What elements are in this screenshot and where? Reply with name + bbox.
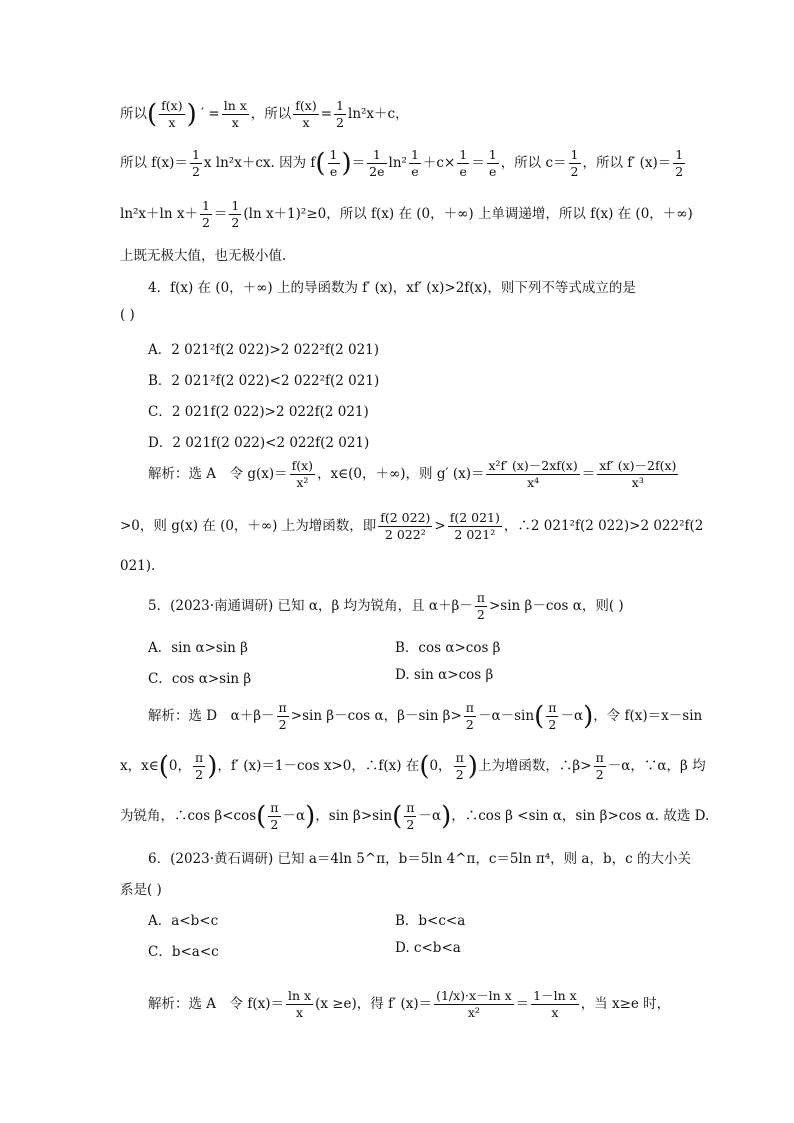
text: ＝ <box>351 155 366 171</box>
text: ，所以 <box>250 106 292 122</box>
fraction: $\frac{\pi}{2}$ <box>455 750 464 782</box>
fraction: $\frac{f(x)}{\text{x²}}$ <box>291 458 314 490</box>
text: ′ = <box>201 106 220 122</box>
text: ，当 x≥e 时， <box>580 996 671 1012</box>
text: >0，则 g(x) 在 (0，＋∞) 上为增函数，即 <box>120 518 377 534</box>
q6-option-c: C．b<a<c <box>148 944 219 960</box>
paren: ( <box>392 801 403 832</box>
paren: ) <box>305 801 316 832</box>
q4-answer-paren: ( ) <box>120 307 135 323</box>
q6-option-d: D. c<b<a <box>395 940 461 956</box>
text: 所以 f(x)＝ <box>120 155 188 171</box>
text: ，所以 c＝ <box>500 155 567 171</box>
text: (ln x＋1)²≥0，所以 f(x) 在 (0，＋∞) 上单调递增，所以 f(x) 在 (0，＋∞) <box>243 206 693 222</box>
text: ，所以 f′ (x)＝ <box>582 155 672 171</box>
fraction: $\frac{\text{(1/x)·x－ln x}}{\text{x²}}$ <box>436 988 512 1020</box>
q5-option-b: B．cos α>cos β <box>395 640 501 656</box>
text: ＝ <box>581 466 596 482</box>
text: 解析：选 D α＋β－ <box>148 708 275 724</box>
text: x ln²x＋cx. 因为 f <box>203 155 316 171</box>
q5-solution-3 <box>120 800 709 833</box>
text: ，∴cos β <sin α，sin β>cos α. 故选 D. <box>451 808 710 824</box>
q5-solution-1 <box>148 700 702 733</box>
q5-stem <box>148 590 624 623</box>
fraction: $\frac{\pi}{2}$ <box>595 750 604 782</box>
text: >sin β－cos α，β－sin β> <box>290 708 462 724</box>
fraction: $\frac{1}{e}$ <box>410 147 419 179</box>
fraction: $\frac{\pi}{2}$ <box>270 800 279 832</box>
paren: ) <box>441 801 452 832</box>
text: ＋c× <box>422 155 456 171</box>
text: 0， <box>168 758 191 774</box>
fraction: $\frac{\text{1－ln x}}{x}$ <box>533 988 577 1020</box>
text: >sin β－cos α，则( ) <box>489 598 624 614</box>
q6-stem: 6．(2023·黄石调研) 已知 a＝4ln 5^π，b＝5ln 4^π，c＝5ln π⁴，则 a，b，c 的大小关 <box>148 851 691 867</box>
q4-option-b: B．2 021²f(2 022)<2 022²f(2 021) <box>148 373 380 389</box>
fraction: $\frac{1}{2}$ <box>191 147 200 179</box>
paren: ( <box>534 701 545 732</box>
q6-option-b: B．b<c<a <box>395 913 466 929</box>
fraction: $\frac{1}{2}$ <box>201 198 210 230</box>
fraction: $\frac{\pi}{2}$ <box>278 700 287 732</box>
text: 为锐角，∴cos β<cos <box>120 808 257 824</box>
text: －α，∵α，β 均 <box>607 758 706 774</box>
fraction: $\frac{1}{e}$ <box>488 147 497 179</box>
text: ＝ <box>471 155 485 171</box>
fraction: $\frac{\text{ln x}}{x}$ <box>223 98 247 130</box>
q4-solution-1 <box>148 458 680 491</box>
paren: ) <box>207 751 218 782</box>
text: ，x∈(0，＋∞)，则 g′ (x)＝ <box>317 466 485 482</box>
text: ln² <box>388 155 407 171</box>
paren: ( <box>147 99 158 130</box>
text: ，∴2 021²f(2 022)>2 022²f(2 <box>503 518 704 534</box>
fraction: $\frac{xf' (x)-2f(x)}{\text{x³}}$ <box>599 458 677 490</box>
fraction: $\frac{1}{e}$ <box>329 147 338 179</box>
fraction: $\frac{\pi}{2}$ <box>465 700 475 732</box>
text: －α <box>282 808 306 824</box>
paren: ) <box>186 99 197 130</box>
line-4: 上既无极大值，也无极小值. <box>120 248 287 264</box>
text: > <box>434 518 446 534</box>
text: ln²x＋c， <box>348 106 409 122</box>
text: ＝ <box>213 206 228 222</box>
text: 上为增函数，∴β> <box>477 758 592 774</box>
paren: ( <box>158 751 169 782</box>
text: 所以 <box>120 106 147 122</box>
fraction: $\frac{f(2 022)}{\text{2 022²}}$ <box>380 510 431 542</box>
text: ，sin β>sin <box>315 808 393 824</box>
fraction: $\frac{1}{2}$ <box>231 198 240 230</box>
text: 0， <box>429 758 452 774</box>
paren: ) <box>467 751 478 782</box>
q6-solution-1 <box>148 988 670 1021</box>
fraction: $\frac{f(x)}{x}$ <box>295 98 317 130</box>
q5-option-a: A．sin α>sin β <box>148 640 248 656</box>
line-1 <box>120 98 409 131</box>
fraction: $\frac{\text{ln x}}{x}$ <box>287 988 312 1020</box>
fraction: $\frac{\pi}{2}$ <box>548 700 557 732</box>
text: (x ≥e)，得 f′ (x)＝ <box>315 996 433 1012</box>
fraction: $\frac{\text{x²f′ (x)－2xf(x)}}{\text{x⁴}}$ <box>488 458 578 490</box>
fraction: $\frac{1}{2}$ <box>336 98 344 130</box>
fraction: $\frac{1}{2}$ <box>675 147 684 179</box>
q4-stem: 4．f(x) 在 (0，＋∞) 上的导函数为 f′ (x)，xf′ (x)>2f(x)，则下列不等式成立的是 <box>148 280 636 296</box>
text: 5．(2023·南通调研) 已知 α，β 均为锐角，且 α＋β－ <box>148 598 473 614</box>
text: 解析：选 A 令 g(x)＝ <box>148 466 288 482</box>
q5-option-d: D. sin α>cos β <box>395 667 494 683</box>
text: ，f′ (x)＝1－cos x>0，∴f(x) 在 <box>217 758 420 774</box>
fraction: $\frac{f(2 021)}{\text{2 021²}}$ <box>449 510 500 542</box>
fraction: $\frac{1}{e}$ <box>459 147 468 179</box>
text: ＝ <box>515 996 530 1012</box>
fraction: $\frac{\pi}{2}$ <box>194 750 204 782</box>
fraction: $\frac{\pi}{2}$ <box>476 590 485 622</box>
fraction: $\frac{f(x)}{x}$ <box>161 98 183 130</box>
text: ，令 f(x)＝x－sin <box>593 708 703 724</box>
q4-option-c: C．2 021f(2 022)>2 022f(2 021) <box>148 404 369 420</box>
fraction: $\frac{1}{2e}$ <box>369 147 385 179</box>
q6-option-a: A．a<b<c <box>148 913 219 929</box>
line-2 <box>120 147 687 180</box>
text: －α－sin <box>478 708 535 724</box>
q4-option-a: A．2 021²f(2 022)>2 022²f(2 021) <box>148 342 380 358</box>
q5-option-c: C．cos α>sin β <box>148 671 252 687</box>
fraction: $\frac{1}{2}$ <box>570 147 579 179</box>
text: ln²x＋ln x＋ <box>120 206 198 222</box>
text: = <box>320 106 333 122</box>
paren: ) <box>341 148 352 179</box>
text: －α <box>560 708 584 724</box>
paren: ( <box>315 148 326 179</box>
line-3 <box>120 198 693 231</box>
paren: ) <box>583 701 594 732</box>
q4-solution-3: 021). <box>120 558 156 574</box>
text: x，x∈ <box>120 758 159 774</box>
q6-stem-2: 系是( ) <box>120 882 162 898</box>
paren: ( <box>256 801 267 832</box>
q5-solution-2 <box>120 750 706 783</box>
q4-option-d: D．2 021f(2 022)<2 022f(2 021) <box>148 435 370 451</box>
text: 解析：选 A 令 f(x)＝ <box>148 996 284 1012</box>
text: －α <box>418 808 442 824</box>
paren: ( <box>419 751 430 782</box>
fraction: $\frac{\pi}{2}$ <box>406 800 415 832</box>
q4-solution-2 <box>120 510 703 543</box>
